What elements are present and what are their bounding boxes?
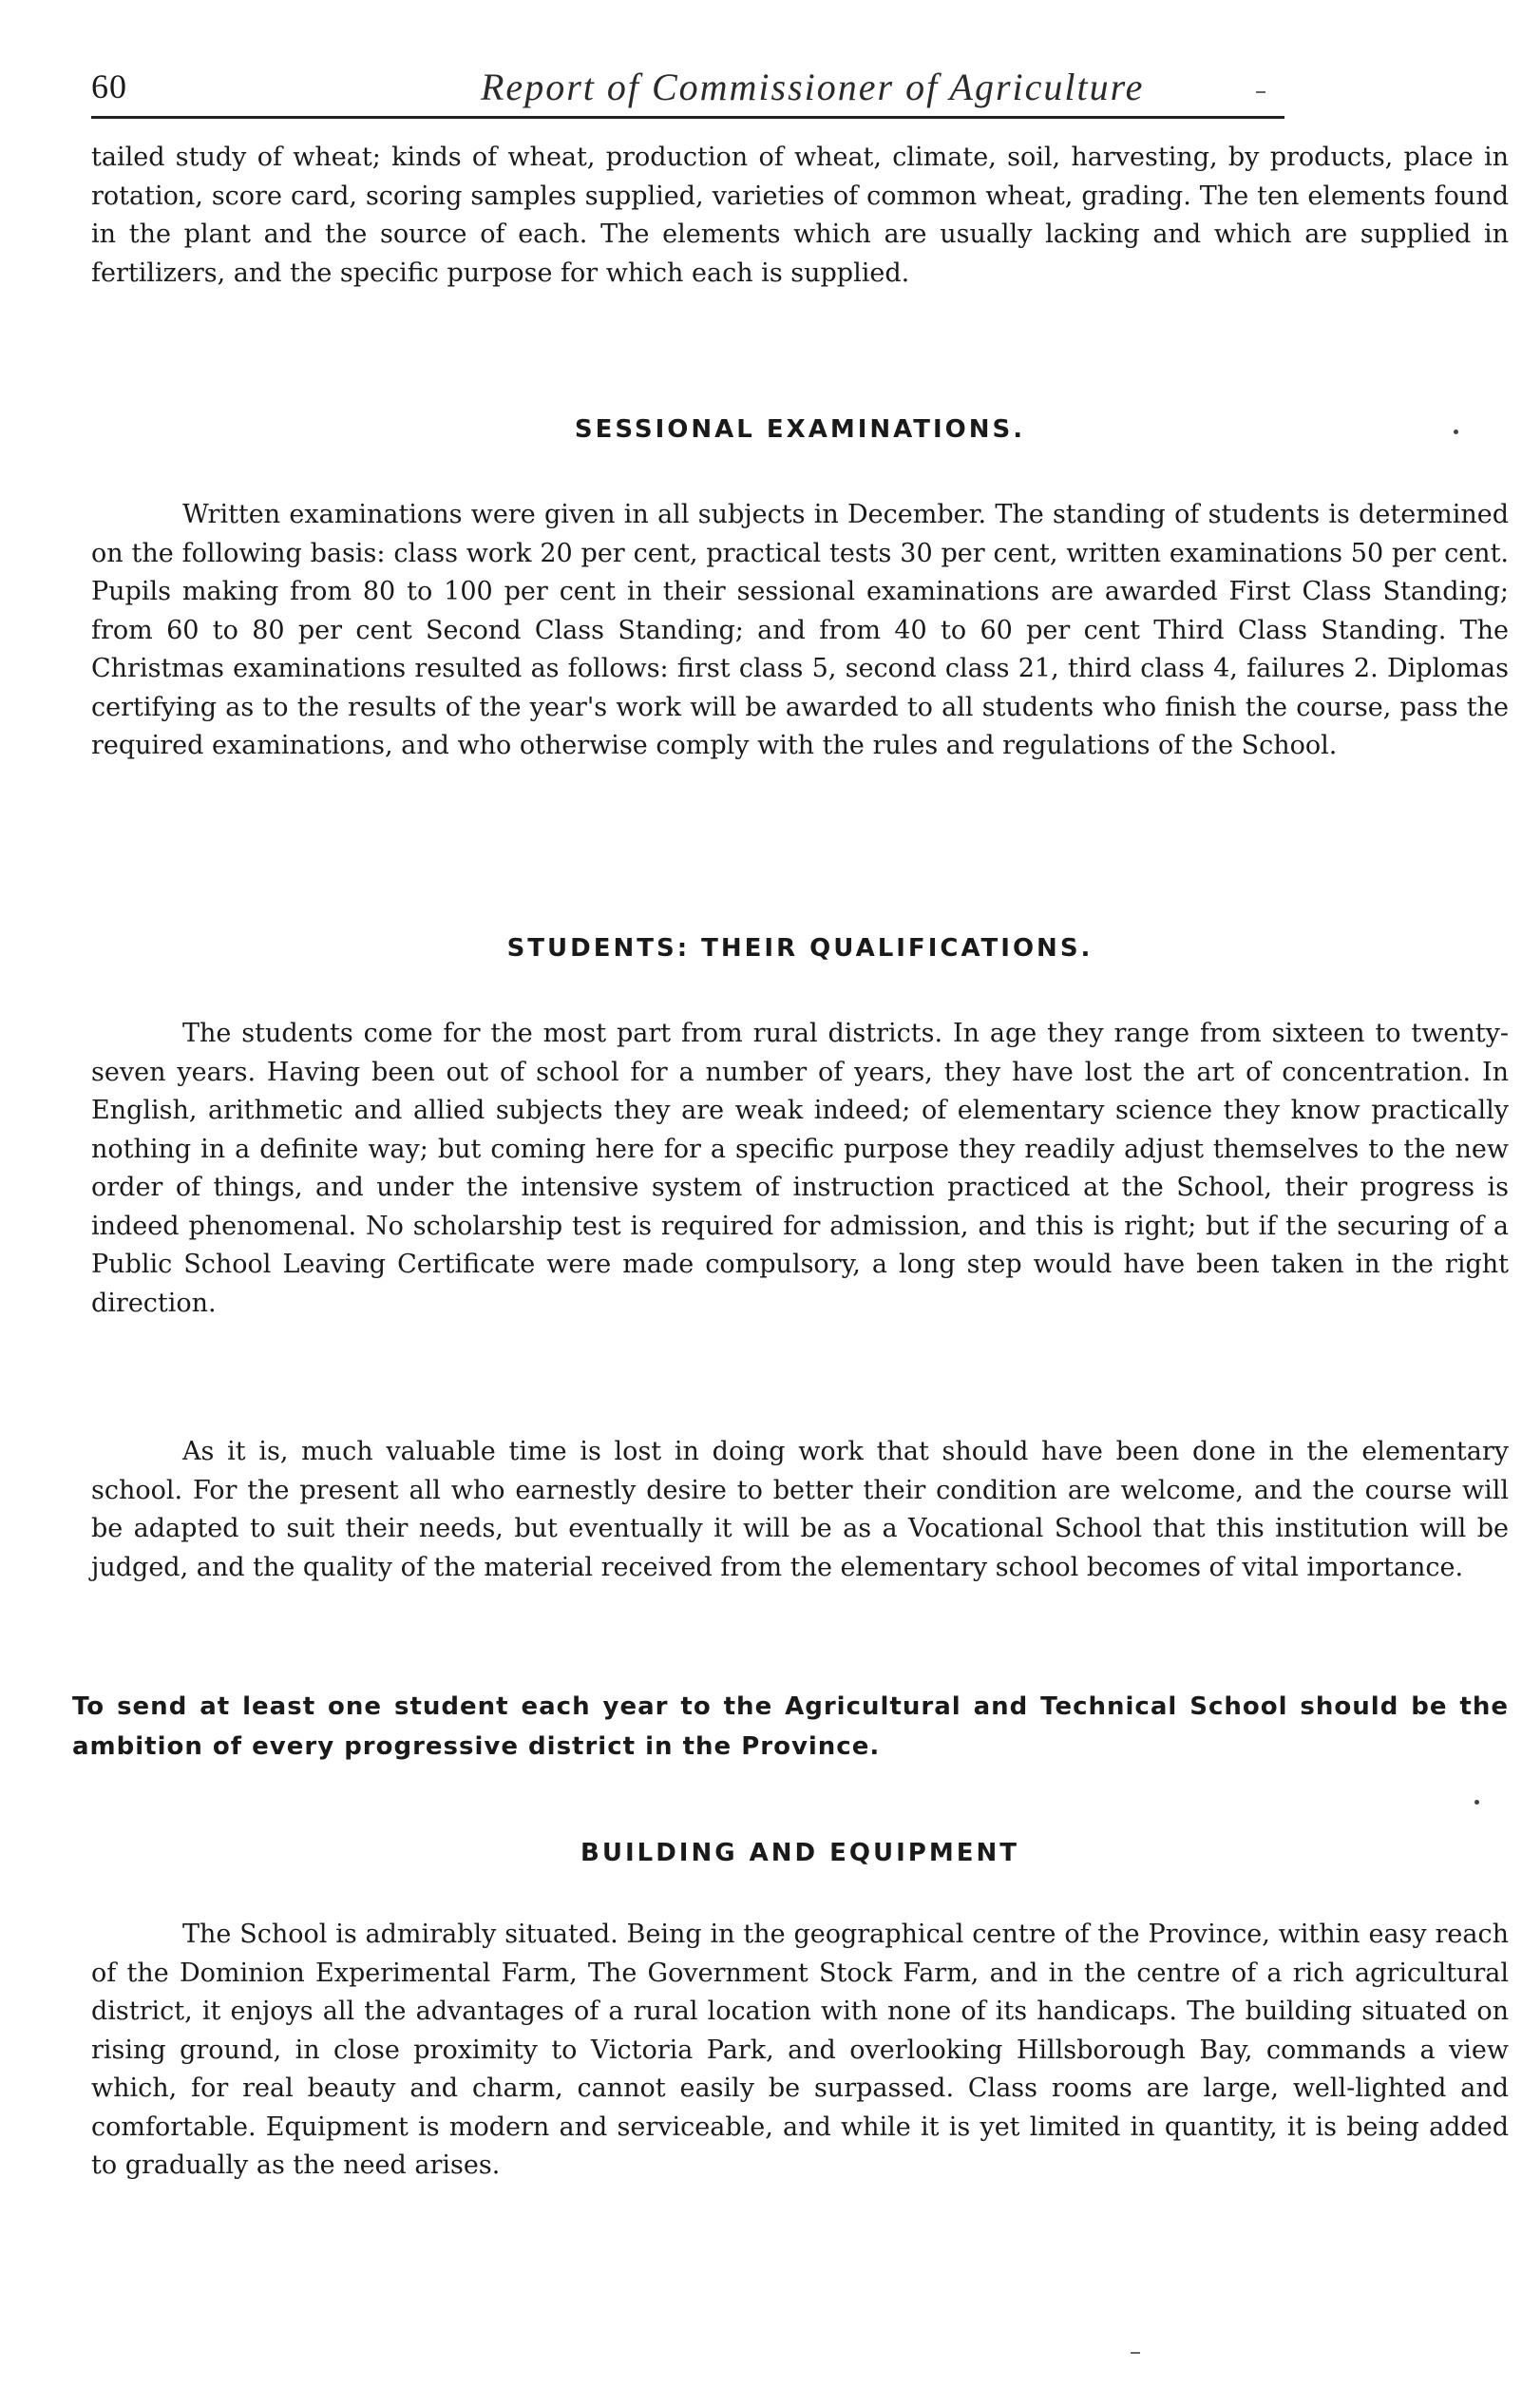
- running-title: Report of Commissioner of Agriculture: [481, 66, 1145, 108]
- print-mark: [1454, 430, 1458, 434]
- building-equipment-heading: BUILDING AND EQUIPMENT: [580, 1839, 1019, 1867]
- page-number: 60: [91, 67, 127, 105]
- building-equipment-paragraph: The School is admirably situated. Being in the geographical centre of the Province, within easy reach of the Dominion Experimental Farm, The Government Stock Farm, and in the centre of a rich agricultural district, it enjoys all the advantages of a rural location with none of its handicaps. The building situated on rising ground, in close proximity to Victoria Park, and overlooking Hillsborough Bay, commands a view which, for real beauty and charm, cannot easily be surpassed. Class rooms are large, well-lighted and comfortable. Equipment is modern and serviceable, and while it is yet limited in quantity, it is being added to gradually as the need arises.: [91, 1920, 1509, 2180]
- sessional-examinations-heading: SESSIONAL EXAMINATIONS.: [574, 415, 1026, 444]
- students-paragraph-2: As it is, much valuable time is lost in doing work that should have been done in the elementary school. For the present all who earnestly desire to better their condition are welcome, and the course will be adapted to suit their needs, but eventually it will be as a Vocational School that this institution will be judged, and the quality of the material received from the elementary school becomes of vital importance.: [91, 1437, 1509, 1582]
- print-mark: [1474, 1800, 1479, 1805]
- print-mark: [1256, 91, 1265, 93]
- page-header: [91, 59, 1284, 119]
- students-qualifications-heading: STUDENTS: THEIR QUALIFICATIONS.: [506, 934, 1094, 963]
- intro-paragraph: tailed study of wheat; kinds of wheat, production of wheat, climate, soil, harvesting, by products, place in rotation, score card, scoring samples supplied, varieties of common wheat, grading. The ten elements found in the plant and the source of each. The elements which are usually lacking and which are supplied in fertilizers, and the specific purpose for which each is supplied.: [91, 143, 1509, 288]
- sessional-examinations-paragraph: Written examinations were given in all subjects in December. The standing of students is determined on the following basis: class work 20 per cent, practical tests 30 per cent, written examinations 50 per cent. Pupils making from 80 to 100 per cent in their sessional examinations are awarded First Class Standing; from 60 to 80 per cent Second Class Standing; and from 40 to 60 per cent Third Class Standing. The Christmas examinations resulted as follows: first class 5, second class 21, third class 4, failures 2. Diplomas certifying as to the results of the year's work will be awarded to all students who finish the course, pass the required examinations, and who otherwise comply with the rules and regulations of the School.: [91, 500, 1509, 760]
- print-mark: [1131, 2352, 1140, 2354]
- students-paragraph-1: The students come for the most part from rural districts. In age they range from sixteen to twenty-seven years. Having been out of school for a number of years, they have lost the art of concentration. In English, arithmetic and allied subjects they are weak indeed; of elementary science they know practically nothing in a definite way; but coming here for a specific purpose they readily adjust themselves to the new order of things, and under the intensive system of instruction practiced at the School, their progress is indeed phenomenal. No scholarship test is required for admission, and this is right; but if the securing of a Public School Leaving Certificate were made compulsory, a long step would have been taken in the right direction.: [91, 1019, 1509, 1318]
- emphasis-statement: To send at least one student each year to the Agricultural and Technical School should be the ambition of every progressive district in the Province.: [72, 1692, 1509, 1761]
